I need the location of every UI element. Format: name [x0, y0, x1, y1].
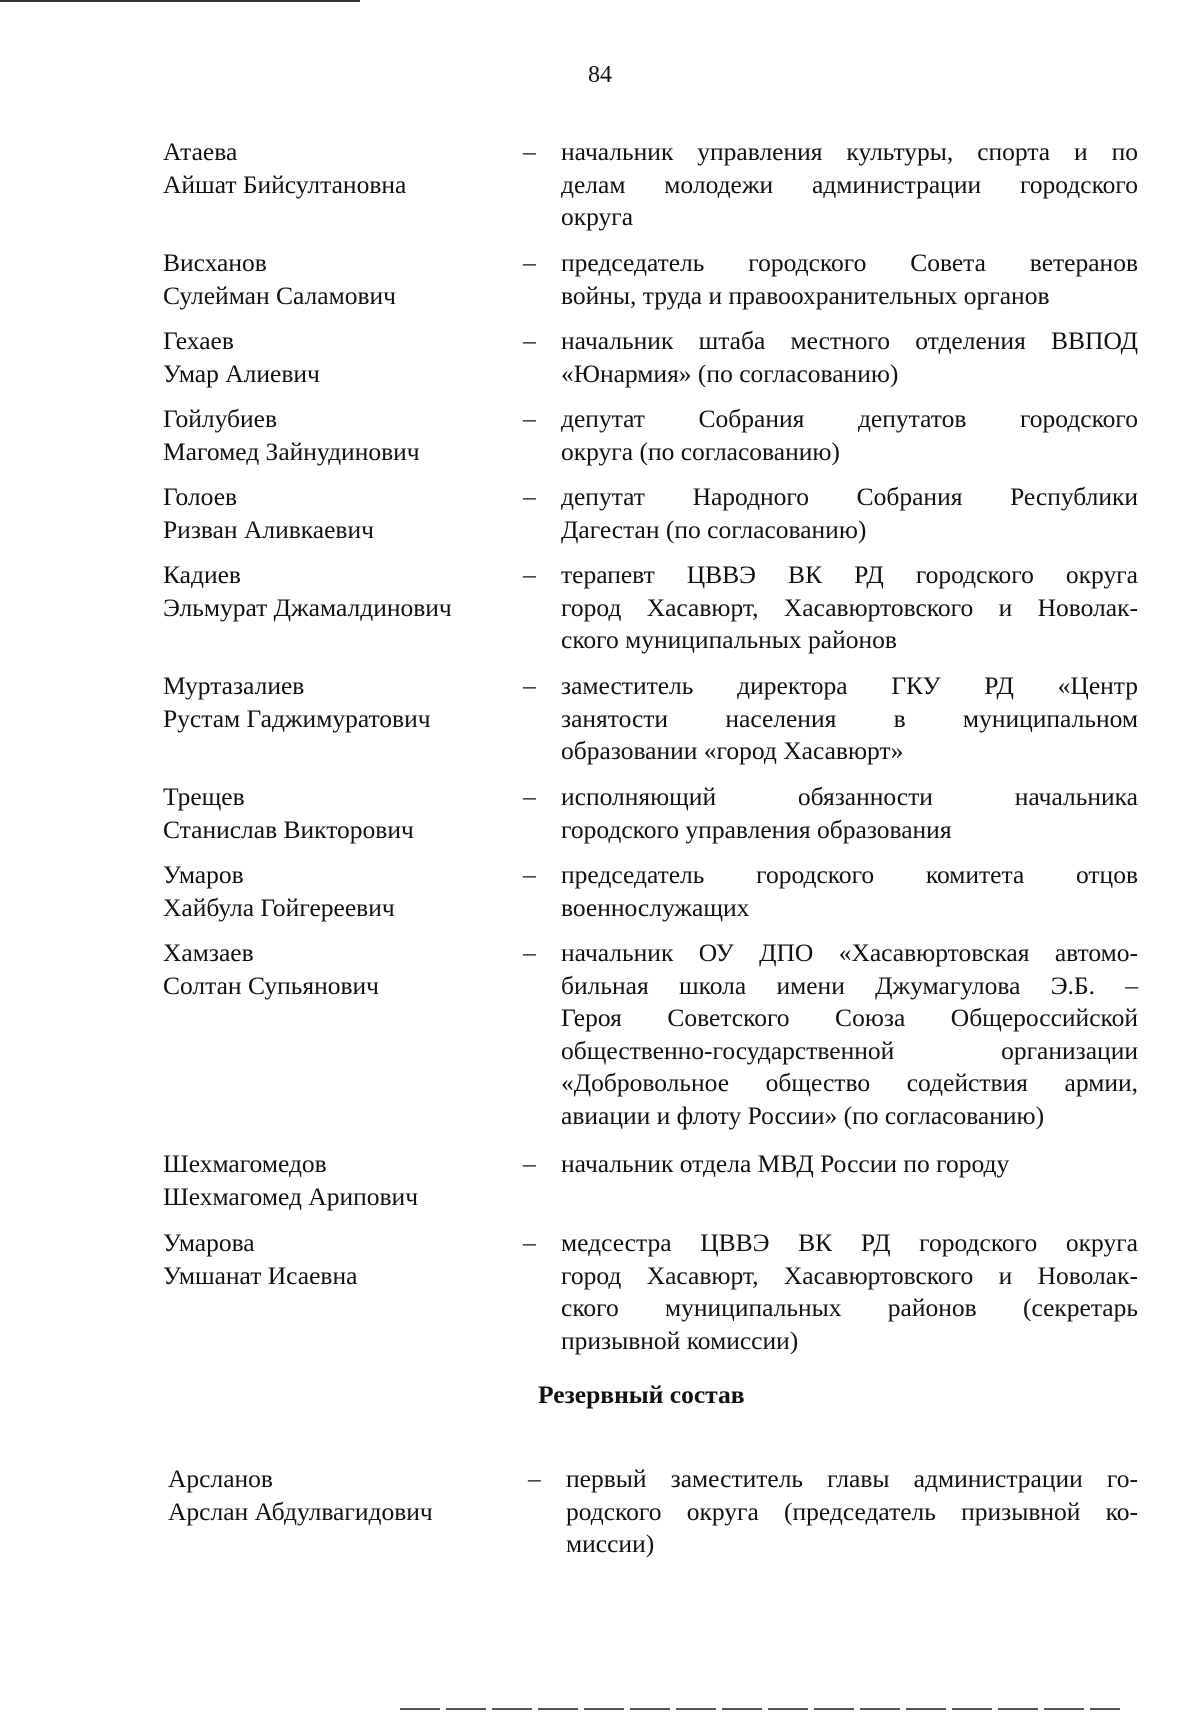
- member-role: [566, 1463, 1138, 1561]
- dash: –: [528, 1464, 541, 1493]
- member-given-name: Умар Алиевич: [163, 358, 320, 388]
- role-line: авиации и флоту России» (по согласованию): [561, 1100, 1045, 1130]
- member-surname: Трещев: [163, 782, 245, 811]
- role-line: округа: [561, 202, 634, 231]
- member-surname: Висханов: [163, 248, 267, 277]
- role-line: бильная школа имени Джумагулова Э.Б. –: [561, 970, 1138, 1000]
- role-line: исполняющий обязанности начальника: [561, 782, 1138, 811]
- dash: –: [523, 1149, 536, 1178]
- role-line: ского муниципальных районов (секретарь: [561, 1293, 1138, 1322]
- role-line: терапевт ЦВВЭ ВК РД городского округа: [561, 560, 1138, 589]
- member-given-name: Эльмурат Джамалдинович: [163, 592, 452, 622]
- dash: –: [523, 248, 536, 277]
- role-line: образовании «город Хасавюрт»: [561, 736, 904, 765]
- role-line: занятости населения в муниципальном: [561, 703, 1138, 733]
- member-surname: Гойлубиев: [163, 404, 278, 433]
- member-name: [163, 559, 503, 624]
- role-line: делам молодежи администрации городского: [561, 169, 1138, 199]
- member-given-name: Солтан Супьянович: [163, 970, 379, 1000]
- member-given-name: Арслан Абдулвагидович: [168, 1496, 433, 1526]
- role-line: заместитель директора ГКУ РД «Центр: [561, 671, 1138, 700]
- member-role: [561, 781, 1138, 846]
- dash: –: [523, 860, 536, 889]
- dash: –: [523, 482, 536, 511]
- member-name: [168, 1463, 508, 1528]
- role-line: общественно-государственной организации: [561, 1035, 1138, 1065]
- role-line: военнослужащих: [561, 892, 750, 922]
- page-number: 84: [588, 62, 612, 88]
- member-given-name: Шехмагомед Арипович: [163, 1181, 419, 1211]
- member-given-name: Умшанат Исаевна: [163, 1260, 358, 1290]
- member-given-name: Айшат Бийсултановна: [163, 169, 407, 199]
- member-role: [561, 937, 1138, 1132]
- dash: –: [523, 560, 536, 589]
- role-line: миссии): [566, 1529, 655, 1558]
- member-surname: Хамзаев: [163, 938, 254, 967]
- role-line: «Добровольное общество содействия армии,: [561, 1068, 1138, 1097]
- role-line: город Хасавюрт, Хасавюртовского и Новолак-: [561, 592, 1138, 622]
- member-role: [561, 859, 1138, 924]
- member-role: [561, 325, 1138, 390]
- role-line: войны, труда и правоохранительных органов: [561, 280, 1050, 310]
- dash: –: [523, 1228, 536, 1257]
- role-line: председатель городского Совета ветеранов: [561, 248, 1138, 277]
- member-surname: Кадиев: [163, 560, 241, 589]
- member-given-name: Магомед Зайнудинович: [163, 436, 420, 466]
- member-surname: Голоев: [163, 482, 238, 511]
- member-given-name: Рустам Гаджимуратович: [163, 703, 431, 733]
- role-line: округа (по согласованию): [561, 436, 840, 466]
- member-role: [561, 1148, 1138, 1181]
- member-given-name: Хайбула Гойгереевич: [163, 892, 395, 922]
- dash: –: [523, 671, 536, 700]
- member-role: [561, 481, 1138, 546]
- member-name: [163, 670, 503, 735]
- role-line: призывной комиссии): [561, 1325, 799, 1355]
- member-surname: Умаров: [163, 860, 244, 889]
- role-line: начальник штаба местного отделения ВВПОД: [561, 326, 1138, 355]
- member-given-name: Станислав Викторович: [163, 814, 414, 844]
- member-name: [163, 781, 503, 846]
- role-line: городского управления образования: [561, 814, 952, 844]
- role-line: председатель городского комитета отцов: [561, 860, 1138, 889]
- role-line: начальник управления культуры, спорта и по: [561, 137, 1138, 166]
- member-role: [561, 1227, 1138, 1357]
- role-line: начальник ОУ ДПО «Хасавюртовская автомо-: [561, 938, 1138, 967]
- role-line: Героя Советского Союза Общероссийской: [561, 1003, 1138, 1032]
- member-name: [163, 481, 503, 546]
- member-surname: Арсланов: [168, 1464, 273, 1493]
- bottom-rule: [400, 1708, 1120, 1710]
- member-name: [163, 325, 503, 390]
- member-name: [163, 1227, 503, 1292]
- member-role: [561, 403, 1138, 468]
- dash: –: [523, 404, 536, 433]
- dash: –: [523, 782, 536, 811]
- member-given-name: Ризван Аливкаевич: [163, 514, 374, 544]
- role-line: депутат Собрания депутатов городского: [561, 404, 1138, 433]
- dash: –: [523, 938, 536, 967]
- member-surname: Шехмагомедов: [163, 1149, 327, 1178]
- member-name: [163, 1148, 503, 1213]
- member-surname: Гехаев: [163, 326, 234, 355]
- role-line: депутат Народного Собрания Республики: [561, 482, 1138, 511]
- member-given-name: Сулейман Саламович: [163, 280, 396, 310]
- role-line: первый заместитель главы администрации го-: [566, 1464, 1138, 1493]
- role-line: город Хасавюрт, Хасавюртовского и Новолак-: [561, 1260, 1138, 1290]
- member-surname: Атаева: [163, 137, 238, 166]
- dash: –: [523, 137, 536, 166]
- member-name: [163, 859, 503, 924]
- member-role: [561, 670, 1138, 768]
- member-name: [163, 136, 503, 201]
- member-surname: Умарова: [163, 1228, 255, 1257]
- dash: –: [523, 326, 536, 355]
- member-surname: Муртазалиев: [163, 671, 305, 700]
- member-role: [561, 136, 1138, 234]
- role-line: «Юнармия» (по согласованию): [561, 358, 899, 388]
- reserve-heading: Резервный состав: [538, 1380, 745, 1409]
- role-line: ского муниципальных районов: [561, 625, 897, 654]
- member-name: [163, 403, 503, 468]
- member-name: [163, 937, 503, 1002]
- role-line: медсестра ЦВВЭ ВК РД городского округа: [561, 1228, 1138, 1257]
- role-line: родского округа (председатель призывной ко-: [566, 1496, 1138, 1526]
- member-role: [561, 559, 1138, 657]
- role-line: Дагестан (по согласованию): [561, 514, 867, 544]
- role-line: начальник отдела МВД России по городу: [561, 1149, 1010, 1178]
- member-name: [163, 247, 503, 312]
- member-role: [561, 247, 1138, 312]
